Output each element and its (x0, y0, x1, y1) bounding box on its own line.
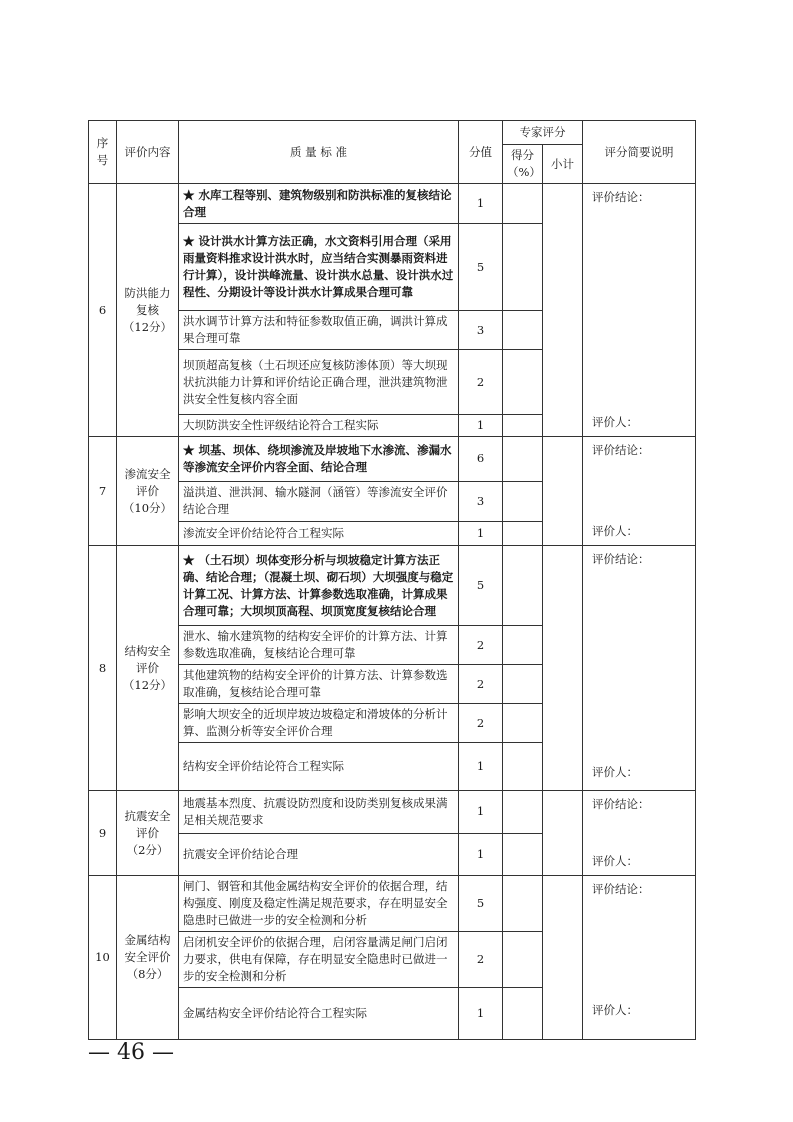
note-cell[interactable] (583, 437, 696, 546)
note-content (587, 793, 691, 873)
quality-standard: 金属结构安全评价结论符合工程实际 (179, 988, 459, 1040)
quality-standard: ★ 坝基、坝体、绕坝渗流及岸坡地下水渗流、渗漏水等渗流安全评价内容全面、结论合理 (179, 437, 459, 482)
note-cell[interactable] (583, 876, 696, 1040)
score-got-cell[interactable] (503, 626, 543, 665)
section-number: 9 (89, 791, 117, 876)
table-row (89, 876, 696, 932)
quality-standard: 洪水调节计算方法和特征参数取值正确，调洪计算成果合理可靠 (179, 310, 459, 349)
note-cell[interactable] (583, 791, 696, 876)
page-number: — 46 — (88, 1040, 174, 1065)
note-content (587, 439, 691, 543)
note-content (587, 548, 691, 784)
score-got-cell[interactable] (503, 791, 543, 834)
score-got-cell[interactable] (503, 521, 543, 545)
header-seq: 序号 (89, 121, 117, 184)
table-row (89, 546, 696, 626)
table-body (89, 184, 696, 1040)
header-subtotal: 小计 (543, 145, 583, 184)
header-standard: 质 量 标 准 (179, 121, 459, 184)
section-title-text: 结构安全评价 (124, 643, 171, 675)
score-value: 2 (459, 626, 503, 665)
quality-standard: ★ 设计洪水计算方法正确，水文资料引用合理（采用雨量资料推求设计洪水时，应当结合实测暴雨资料进行计算），设计洪峰流量、设计洪水总量、设计洪水过程性、分期设计等设计洪水计算成果合理可靠 (179, 224, 459, 311)
quality-standard: 地震基本烈度、抗震设防烈度和设防类别复核成果满足相关规范要求 (179, 791, 459, 834)
note-cell[interactable] (583, 184, 696, 437)
header-content: 评价内容 (117, 121, 179, 184)
note-evaluator-label: 评价人： (592, 765, 638, 779)
note-content (587, 878, 691, 1022)
score-got-cell[interactable] (503, 184, 543, 224)
header-got: 得分（%） (503, 145, 543, 184)
score-value: 2 (459, 932, 503, 988)
note-conclusion-label: 评价结论： (592, 882, 650, 896)
score-got-cell[interactable] (503, 224, 543, 311)
score-value: 3 (459, 481, 503, 521)
section-points: （2分） (126, 842, 169, 857)
section-title-text: 渗流安全评价 (124, 466, 171, 498)
quality-standard: 其他建筑物的结构安全评价的计算方法、计算参数选取准确，复核结论合理可靠 (179, 665, 459, 704)
note-evaluator-label: 评价人： (592, 854, 638, 868)
score-got-cell[interactable] (503, 743, 543, 791)
score-value: 2 (459, 350, 503, 415)
note-content (587, 186, 691, 434)
note-cell[interactable] (583, 546, 696, 791)
score-got-cell[interactable] (503, 310, 543, 349)
subtotal-cell[interactable] (543, 184, 583, 437)
section-title (117, 791, 179, 876)
table-row (89, 437, 696, 482)
score-got-cell[interactable] (503, 481, 543, 521)
note-conclusion-label: 评价结论： (592, 443, 650, 457)
note-conclusion-label: 评价结论： (592, 552, 650, 566)
score-got-cell[interactable] (503, 546, 543, 626)
subtotal-cell[interactable] (543, 437, 583, 546)
section-number: 6 (89, 184, 117, 437)
note-conclusion-label: 评价结论： (592, 797, 650, 811)
section-title (117, 437, 179, 546)
score-got-cell[interactable] (503, 665, 543, 704)
quality-standard: 坝顶超高复核（土石坝还应复核防渗体顶）等大坝现状抗洪能力计算和评价结论正确合理，泄洪建筑物泄洪安全性复核内容全面 (179, 350, 459, 415)
section-title (117, 184, 179, 437)
score-got-cell[interactable] (503, 932, 543, 988)
table-row (89, 791, 696, 834)
score-value: 2 (459, 665, 503, 704)
subtotal-cell[interactable] (543, 546, 583, 791)
note-evaluator-label: 评价人： (592, 415, 638, 429)
section-number: 10 (89, 876, 117, 1040)
score-got-cell[interactable] (503, 833, 543, 876)
section-number: 7 (89, 437, 117, 546)
score-got-cell[interactable] (503, 414, 543, 436)
score-got-cell[interactable] (503, 704, 543, 743)
score-value: 3 (459, 310, 503, 349)
table-row (89, 184, 696, 224)
section-title-text: 抗震安全评价 (124, 808, 171, 840)
score-value: 5 (459, 876, 503, 932)
subtotal-cell[interactable] (543, 876, 583, 1040)
evaluation-table (88, 120, 696, 1040)
quality-standard: 闸门、钢管和其他金属结构安全评价的依据合理，结构强度、刚度及稳定性满足规范要求，存在明显安全隐患时已做进一步的安全检测和分析 (179, 876, 459, 932)
header-note: 评分简要说明 (583, 121, 696, 184)
subtotal-cell[interactable] (543, 791, 583, 876)
score-value: 2 (459, 704, 503, 743)
score-value: 1 (459, 791, 503, 834)
score-got-cell[interactable] (503, 350, 543, 415)
score-value: 1 (459, 743, 503, 791)
section-points: （10分） (122, 500, 173, 515)
quality-standard: 结构安全评价结论符合工程实际 (179, 743, 459, 791)
score-value: 1 (459, 521, 503, 545)
quality-standard: 抗震安全评价结论合理 (179, 833, 459, 876)
score-value: 5 (459, 224, 503, 311)
quality-standard: ★ 水库工程等别、建筑物级别和防洪标准的复核结论合理 (179, 184, 459, 224)
score-value: 1 (459, 184, 503, 224)
section-points: （12分） (122, 677, 173, 692)
section-title-text: 金属结构安全评价 (124, 933, 171, 964)
header-score: 分值 (459, 121, 503, 184)
score-value: 1 (459, 833, 503, 876)
quality-standard: 渗流安全评价结论符合工程实际 (179, 521, 459, 545)
quality-standard: 大坝防洪安全性评级结论符合工程实际 (179, 414, 459, 436)
score-value: 5 (459, 546, 503, 626)
section-title (117, 876, 179, 1040)
quality-standard: 影响大坝安全的近坝岸坡边坡稳定和滑坡体的分析计算、监测分析等安全评价合理 (179, 704, 459, 743)
score-value: 1 (459, 988, 503, 1040)
quality-standard: 启闭机安全评价的依据合理，启闭容量满足闸门启闭力要求，供电有保障，存在明显安全隐患时已做进一步的安全检测和分析 (179, 932, 459, 988)
quality-standard: 泄水、输水建筑物的结构安全评价的计算方法、计算参数选取准确，复核结论合理可靠 (179, 626, 459, 665)
quality-standard: ★ （土石坝）坝体变形分析与坝坡稳定计算方法正确、结论合理；（混凝土坝、砌石坝）大坝强度与稳定计算工况、计算方法、计算参数选取准确，计算成果合理可靠；大坝坝顶高程、坝顶宽度复核结论合理 (179, 546, 459, 626)
note-evaluator-label: 评价人： (592, 1003, 638, 1017)
section-points: （8分） (126, 967, 169, 981)
header-expert: 专家评分 (503, 121, 583, 145)
score-value: 6 (459, 437, 503, 482)
section-points: （12分） (122, 319, 173, 334)
quality-standard: 溢洪道、泄洪洞、输水隧洞（涵管）等渗流安全评价结论合理 (179, 481, 459, 521)
score-value: 1 (459, 414, 503, 436)
section-title (117, 546, 179, 791)
score-got-cell[interactable] (503, 876, 543, 932)
score-got-cell[interactable] (503, 437, 543, 482)
note-conclusion-label: 评价结论： (592, 190, 650, 204)
section-title-text: 防洪能力复核 (124, 285, 171, 317)
section-number: 8 (89, 546, 117, 791)
score-got-cell[interactable] (503, 988, 543, 1040)
note-evaluator-label: 评价人： (592, 524, 638, 538)
